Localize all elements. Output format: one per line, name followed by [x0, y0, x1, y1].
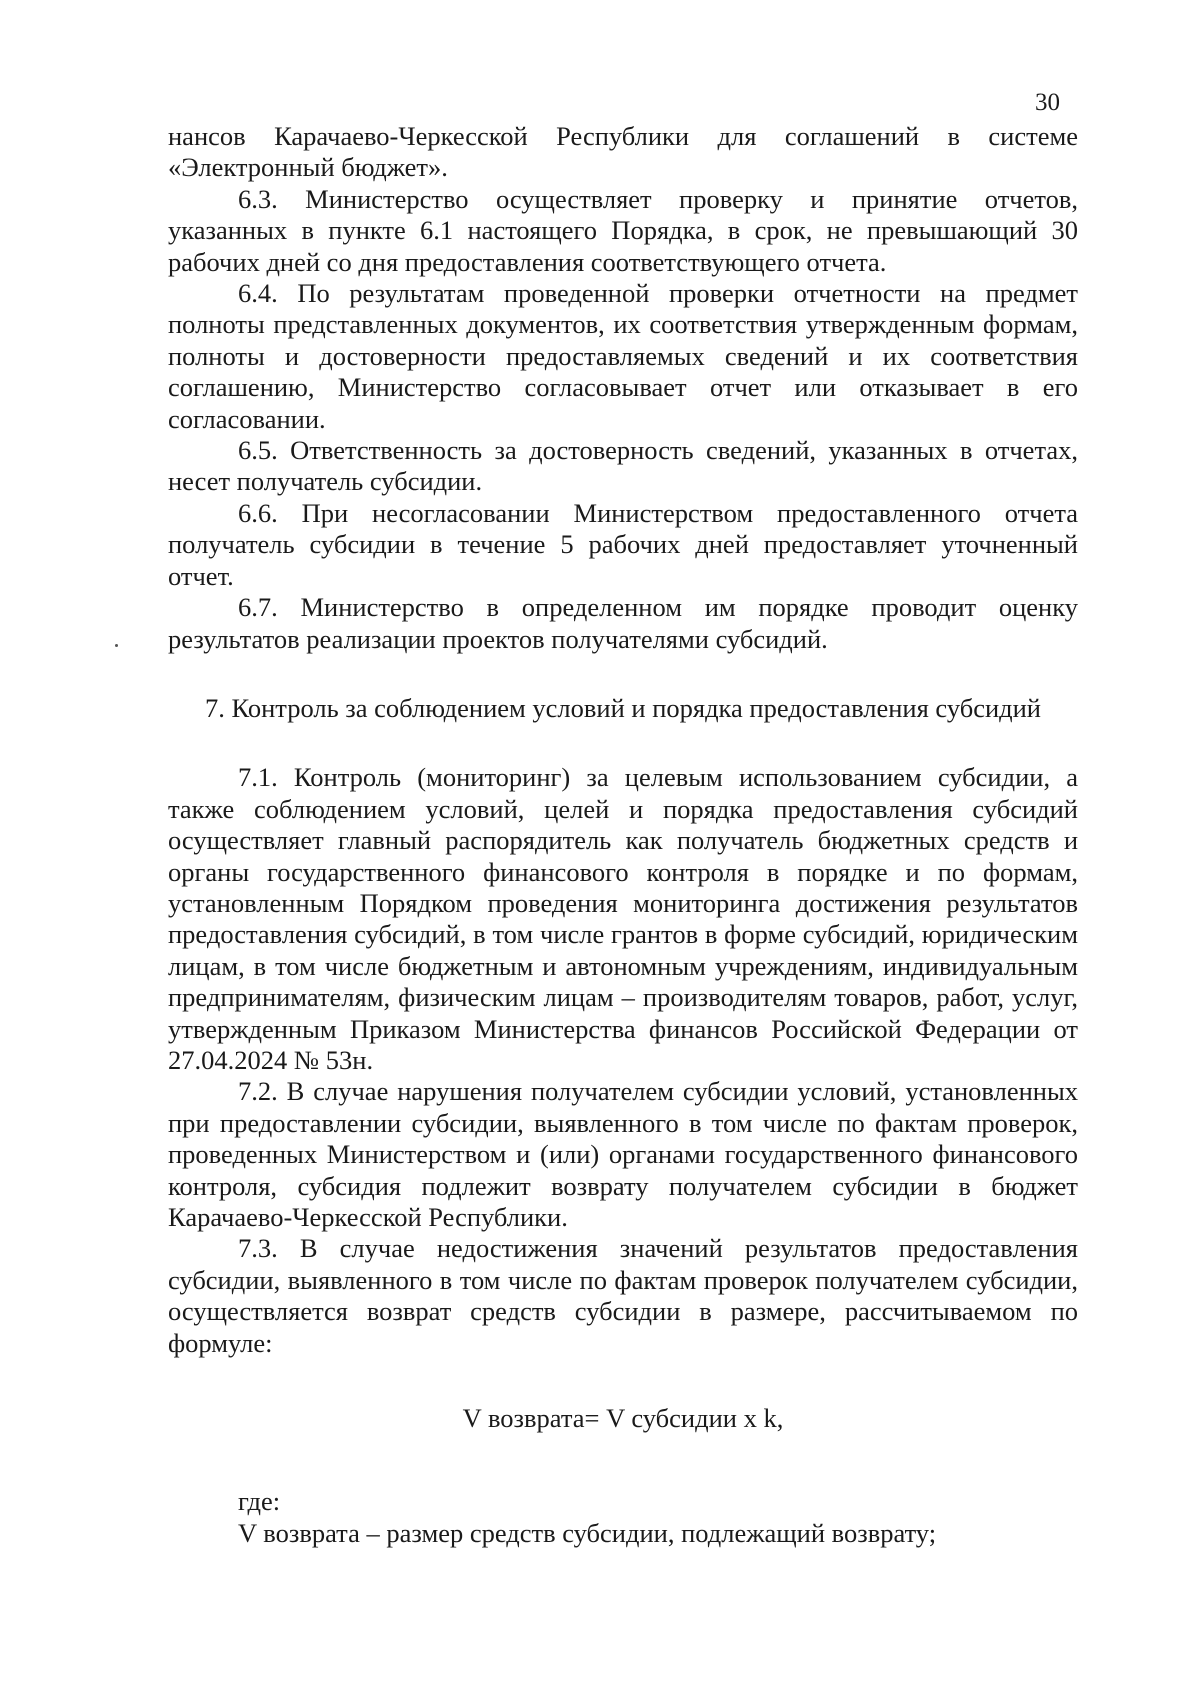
formula: V возврата= V субсидии x k, [462, 1403, 784, 1434]
paragraph-continuation: нансов Карачаево-Черкесской Республики для соглашений в системе «Электронный бюджет». [168, 121, 1078, 183]
paragraph-6-3: 6.3. Министерство осуществляет проверку и принятие отчетов, указанных в пункте 6.1 настоящего Порядка, в срок, не превышающий 30 рабочих дней со дня предоставления соответствующего отчета. [168, 183, 1078, 277]
section-heading-7: 7. Контроль за соблюдением условий и порядка предоставления субсидий [205, 692, 1041, 723]
definition-v-return: V возврата – размер средств субсидии, подлежащий возврату; [238, 1517, 937, 1548]
scan-speck [115, 644, 118, 647]
paragraph-7-2: 7.2. В случае нарушения получателем субсидии условий, установленных при предоставлении субсидии, выявленного в том числе по фактам проверок, проведенных Министерством и (или) органами государственного финансового контроля, субсидия подлежит возврату получателем субсидии в бюджет Карачаево-Черкесской Республики. [168, 1076, 1078, 1232]
document-body [168, 121, 1078, 1549]
paragraph-6-7: 6.7. Министерство в определенном им порядке проводит оценку результатов реализации проектов получателями субсидий. [168, 592, 1078, 654]
paragraph-6-6: 6.6. При несогласовании Министерством предоставленного отчета получатель субсидии в течение 5 рабочих дней предоставляет уточненный отчет. [168, 497, 1078, 591]
paragraph-7-3: 7.3. В случае недостижения значений результатов предоставления субсидии, выявленного в том числе по фактам проверок получателем субсидии, осуществляется возврат средств субсидии в размере, рассчитываемом по формуле: [168, 1233, 1078, 1358]
paragraph-6-5: 6.5. Ответственность за достоверность сведений, указанных в отчетах, несет получатель субсидии. [168, 435, 1078, 497]
page-number: 30 [1035, 89, 1060, 116]
formula-where: где: [238, 1486, 281, 1517]
paragraph-6-4: 6.4. По результатам проведенной проверки отчетности на предмет полноты представленных документов, их соответствия утвержденным формам, полноты и достоверности предоставляемых сведений и их соответствия соглашению, Министерство согласовывает отчет или отказывает в его согласовании. [168, 278, 1078, 434]
paragraph-7-1: 7.1. Контроль (мониторинг) за целевым использованием субсидии, а также соблюдением условий, целей и порядка предоставления субсидий осуществляет главный распорядитель как получатель бюджетных средств и органы государственного финансового контроля в порядке и по формам, установленным Порядком проведения мониторинга достижения результатов предоставления субсидий, в том числе грантов в форме субсидий, юридическим лицам, в том числе бюджетным и автономным учреждениям, индивидуальным предпринимателям, физическим лицам – производителям товаров, работ, услуг, утвержденным Приказом Министерства финансов Российской Федерации от 27.04.2024 № 53н. [168, 762, 1078, 1075]
